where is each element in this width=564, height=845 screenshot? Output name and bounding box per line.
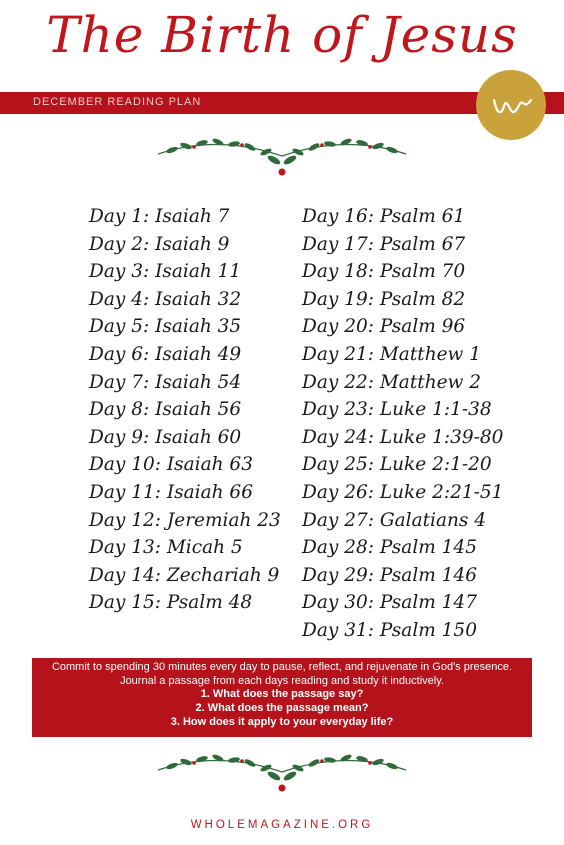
list-item: Day 21: Matthew 1: [302, 343, 482, 365]
list-item: Day 17: Psalm 67: [302, 233, 466, 255]
list-item: Day 16: Psalm 61: [302, 206, 466, 227]
instructions-box: [32, 658, 532, 737]
list-item: Day 20: Psalm 96: [302, 316, 466, 338]
list-item: Day 22: Matthew 2: [302, 371, 482, 393]
banner-text: DECEMBER READING PLAN: [33, 96, 202, 108]
list-item: Day 19: Psalm 82: [302, 288, 466, 310]
question-1: 1. What does the passage say?: [200, 688, 364, 701]
reading-list-days-16-31: [302, 203, 503, 645]
holly-garland-icon: [154, 750, 410, 794]
question-3: 3. How does it apply to your everyday life?: [170, 715, 394, 728]
list-item: Day 29: Psalm 146: [302, 564, 477, 586]
list-item: Day 24: Luke 1:39-80: [302, 426, 504, 448]
instructions-line: Journal a passage from each days reading and study it inductively.: [120, 674, 444, 687]
list-item: Day 15: Psalm 48: [89, 592, 253, 614]
list-item: Day 10: Isaiah 63: [89, 454, 253, 476]
page-title: The Birth of Jesus: [46, 6, 518, 64]
list-item: Day 2: Isaiah 9: [89, 233, 230, 255]
list-item: Day 9: Isaiah 60: [89, 426, 242, 448]
list-item: Day 1: Isaiah 7: [89, 206, 230, 227]
script-w-logo-icon: [476, 70, 546, 140]
footer-website: WHOLEMAGAZINE.ORG: [190, 819, 374, 831]
list-item: Day 8: Isaiah 56: [89, 399, 242, 421]
list-item: Day 12: Jeremiah 23: [89, 509, 281, 531]
list-item: Day 6: Isaiah 49: [89, 343, 242, 365]
list-item: Day 11: Isaiah 66: [89, 481, 253, 503]
reading-list-days-1-15: [89, 203, 281, 617]
instructions-line: Commit to spending 30 minutes every day to pause, reflect, and rejuvenate in God's presence.: [51, 661, 513, 673]
list-item: Day 5: Isaiah 35: [89, 316, 242, 338]
list-item: Day 26: Luke 2:21-51: [302, 481, 504, 503]
list-item: Day 25: Luke 2:1-20: [302, 454, 492, 476]
list-item: Day 27: Galatians 4: [302, 509, 487, 531]
list-item: Day 3: Isaiah 11: [89, 261, 242, 283]
list-item: Day 23: Luke 1:1-38: [302, 399, 492, 421]
list-item: Day 7: Isaiah 54: [89, 371, 242, 393]
list-item: Day 18: Psalm 70: [302, 261, 466, 283]
holly-garland-icon: [154, 134, 410, 178]
list-item: Day 30: Psalm 147: [302, 592, 477, 614]
list-item: Day 14: Zechariah 9: [89, 564, 280, 586]
list-item: Day 31: Psalm 150: [302, 619, 477, 641]
list-item: Day 13: Micah 5: [89, 537, 243, 559]
list-item: Day 4: Isaiah 32: [89, 288, 242, 310]
question-2: 2. What does the passage mean?: [195, 702, 369, 715]
list-item: Day 28: Psalm 145: [302, 537, 477, 559]
